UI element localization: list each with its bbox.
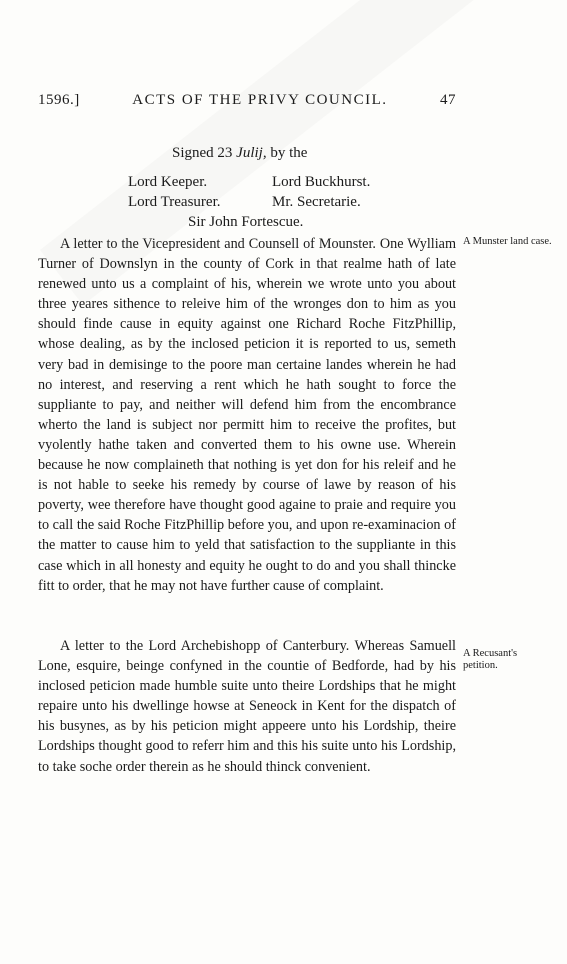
running-header [38, 92, 456, 109]
letter-paragraph: A letter to the Lord Archebishopp of Canterbury. Whereas Samuell Lone, esquire, beinge confyned in the countie of Bedforde, had by his inclosed peticion made humble suite unto theire Lordships that he might repaire unto his dwellinge howse at Seneock in Kent for the dispatch of his busynes, as by his peticion might appeere unto his Lordship, theire Lordships thought good to referr him and this his suite unto his Lordship, to take soche order therein as he should thinck convenient. [38, 638, 456, 775]
signatory-row [128, 192, 370, 212]
signatory: Lord Treasurer. [128, 194, 221, 210]
signatory: Mr. Secretarie. [272, 194, 361, 210]
header-year: 1596.] [38, 92, 80, 108]
signatory: Sir John Fortescue. [188, 214, 304, 230]
margin-note: A Recusant's petition. [463, 648, 518, 671]
margin-note: A Munster land case. [463, 236, 552, 247]
signed-suffix: by the [270, 145, 308, 161]
signed-prefix: Signed 23 [172, 145, 233, 161]
letter-paragraph: A letter to the Vicepresident and Counsell of Mounster. One Wylliam Turner of Downslyn in the county of Cork in that realme hath of late renewed unto us a complaint of his, wherein we wrote unto you about three yeares sithence to releive him of the wronges don to him as you should finde cause in equity against one Richard Roche FitzPhillip, whose dealing, as by the inclosed peticion it is reported to us, semeth very bad in demisinge to the poore man certaine landes wherein he had no interest, and reserving a rent which he hath sought to force the suppliante to pay, and neither will defend him from the encombrance wherto the land is subject nor permitt him to receive the profites, but vyolently hathe taken and converted them to his owne use. Wherein because he now complaineth that nothing is yet don for his releif and he is not hable to seeke his remedy by course of lawe by reason of his poverty, wee therefore have thought good againe to praie and require you to call the said Roche FitzPhillip before you, and upon re-examinacion of the matter to cause him to yeld that satisfaction to the suppliante in this case which in all honesty and equity he ought to do and you shall thincke fitt to order, that he may not have further cause of complaint. [38, 236, 456, 594]
signatory: Lord Buckhurst. [272, 174, 371, 190]
signed-line [172, 145, 307, 162]
signatory-row [128, 172, 370, 192]
header-title: ACTS OF THE PRIVY COUNCIL. [132, 92, 388, 108]
signatory: Lord Keeper. [128, 174, 208, 190]
signed-date: Julij, [236, 145, 267, 161]
page-number: 47 [440, 92, 456, 108]
signatories [128, 172, 370, 232]
